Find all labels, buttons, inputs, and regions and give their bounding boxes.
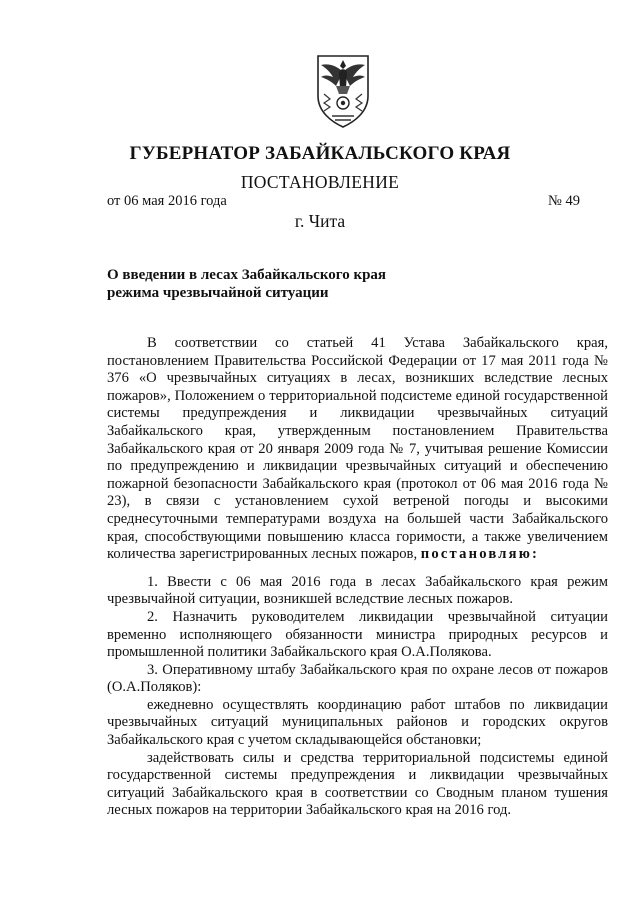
subject-line-2: режима чрезвычайной ситуации	[107, 285, 329, 301]
decree-word: постановляю:	[420, 546, 540, 563]
item-2: 2. Назначить руководителем ликвидации чрезвычайной ситуации временно исполняющего обязанности министра природных ресурсов и промышленной политики Забайкальского края О.А.Полякова.	[107, 608, 608, 661]
document-subject	[107, 266, 386, 302]
document-body	[107, 335, 608, 820]
preamble-paragraph	[107, 335, 608, 564]
subject-line-1: О введении в лесах Забайкальского края	[107, 267, 387, 283]
item-1: 1. Ввести с 06 мая 2016 года в лесах Забайкальского края режим чрезвычайной ситуации, возникшей вследствие лесных пожаров.	[107, 573, 608, 608]
preamble-text: В соответствии со статьей 41 Устава Забайкальского края, постановлением Правительства Российской Федерации от 17 мая 2011 года № 376 «О чрезвычайных ситуациях в лесах, возникших вследствие лесных пожаров», Положением о территориальной подсистеме единой государственной системы предупреждения и ликвидации чрезвычайных ситуаций Забайкальского края, утвержденным постановлением Правительства Забайкальского края от 20 января 2009 года № 7, учитывая решение Комиссии по предупреждению и ликвидации чрезвычайных ситуаций и обеспечению пожарной безопасности Забайкальского края (протокол от 06 мая 2016 года № 23), в связи с установлением сухой ветреной погоды и высокими среднесуточными температурами воздуха на большей части Забайкальского края, способствующими повышению класса горимости, а также увеличением количества зарегистрированных лесных пожаров,	[107, 335, 608, 563]
item-3-subparagraph-1: ежедневно осуществлять координацию работ штабов по ликвидации чрезвычайных ситуаций муниципальных районов и городских округов Забайкальского края с учетом складывающейся обстановки;	[107, 696, 608, 749]
issuer-title: ГУБЕРНАТОР ЗАБАЙКАЛЬСКОГО КРАЯ	[129, 143, 511, 164]
zabaykalsky-krai-coat-of-arms-icon	[312, 50, 374, 130]
document-date: от 06 мая 2016 года	[107, 193, 227, 209]
issue-city: г. Чита	[294, 211, 346, 231]
item-3-subparagraph-2: задействовать силы и средства территориальной подсистемы единой государственной системы предупреждения и ликвидации чрезвычайных ситуаций Забайкальского края в соответствии со Сводным планом тушения лесных пожаров на территории Забайкальского края на 2016 год.	[107, 749, 608, 819]
item-3: 3. Оперативному штабу Забайкальского края по охране лесов от пожаров (О.А.Поляков):	[107, 661, 608, 696]
document-number: № 49	[548, 193, 580, 209]
document-type: ПОСТАНОВЛЕНИЕ	[240, 172, 400, 192]
